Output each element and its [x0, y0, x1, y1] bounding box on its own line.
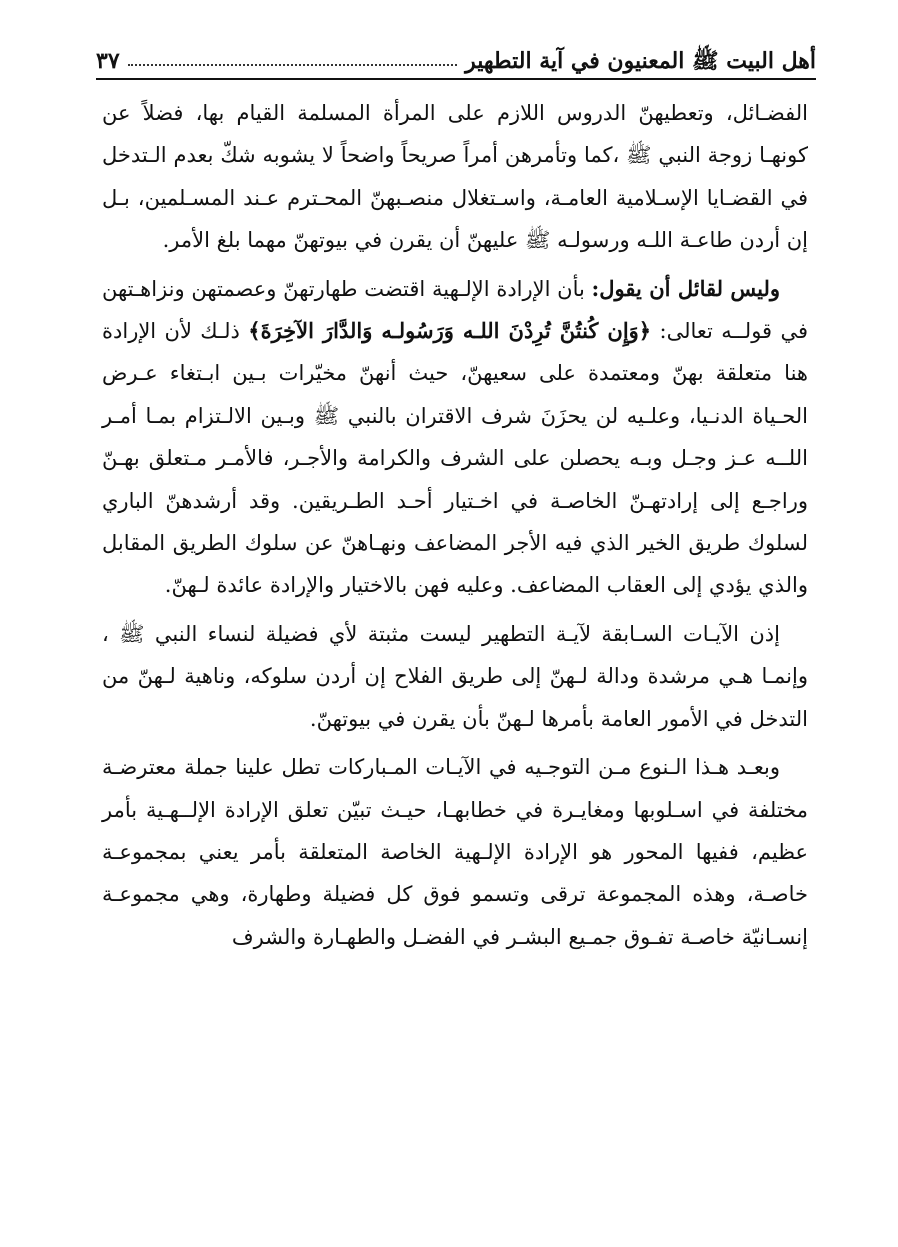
header-rule	[96, 78, 816, 80]
dot-leader	[128, 63, 458, 66]
quran-verse: ﴿وَإِن كُنتُنَّ تُرِدْنَ اللـه وَرَسُولـه وَالدَّارَ الآخِرَةَ﴾	[248, 318, 652, 344]
page-number: ٣٧	[96, 47, 120, 74]
paragraph-4: وبعـد هـذا الـنوع مـن التوجـيه في الآيـات المـباركات تطل علينا جملة معترضـة مختلفة في اسـلوبها ومغايـرة في خطابهـا، حيـث تبيّن تعلق الإرادة الإلــهـية بأمر عظيم، ففيها المحور هو الإرادة الإلـهية الخاصة المتعلقة بأمر يعني بمجموعـة خاصـة، وهذه المجموعة ترقى وتسمو فوق كل فضيلة وطهارة، وهي مجموعـة إنسـانيّة خاصـة تفـوق جمـيع البشـر في الفضـل والطهـارة والشرف	[102, 755, 808, 949]
paragraph-3: إذن الآيـات السـابقة لآيـة التطهير ليست مثبتة لأي فضيلة لنساء النبي ﷺ ، وإنمـا هـي مرشدة ودالة لـهنّ إلى طريق الفلاح إن أردن سلوكه، وناهية لـهنّ من التدخل في الأمور العامة بأمرها لـهنّ بأن يقرن في بيوتهنّ.	[102, 621, 808, 731]
paragraph-2	[102, 268, 808, 607]
paragraph-2-text-before-quote: بأن الإرادة الإلـهية اقتضت طهارتهنّ وعصمتهن ونزاهـتهن في قولــه تعالى:	[102, 276, 808, 344]
running-title: أهل البيت ﷺ المعنيون في آية التطهير	[465, 47, 816, 74]
body-text	[102, 92, 808, 964]
paragraph-2-lead: وليس لقائل أن يقول:	[591, 275, 780, 301]
paragraph-1: الفضـائل، وتعطيهنّ الدروس اللازم على المرأة المسلمة القيام بها، فضلاً عن كونهـا زوجة النبي ﷺ ،كما وتأمرهن أمراً صريحاً واضحاً لا يشوبه شكّ بعدم الـتدخل في القضـايا الإسـلامية العامـة، واسـتغلال منصـبهنّ المحـترم عـند المسـلمين، بـل إن أردن طاعـة اللـه ورسولـه ﷺ عليهنّ أن يقرن في بيوتهنّ مهما بلغ الأمر.	[102, 101, 808, 253]
paragraph-2-text-after-quote: ذلـك لأن الإرادة هنا متعلقة بهنّ ومعتمدة على سعيهنّ، حيث أنهنّ مخيّرات بـين ابـتغاء عـرض الحـياة الدنـيا، وعلـيه لن يحزَنَ شرف الاقتران بالنبي ﷺ وبـين الالـتزام بمـا أمـر اللــه عـز وجـل وبـه يحصلن على الشرف والكرامة والأجـر، فالأمـر مـتعلق بهـنّ وراجـع إلى إرادتهـنّ الخاصـة في اخـتيار أحـد الطـريقين. وقد أرشدهنّ الباري لسلوك طريق الخير الذي فيه الأجر المضاعف ونهـاهنّ عن سلوك الطريق المقابل والذي يؤدي إلى العقاب المضاعف. وعليه فهن بالاختيار والإرادة عائدة لـهنّ.	[102, 319, 808, 598]
running-header	[96, 30, 816, 74]
